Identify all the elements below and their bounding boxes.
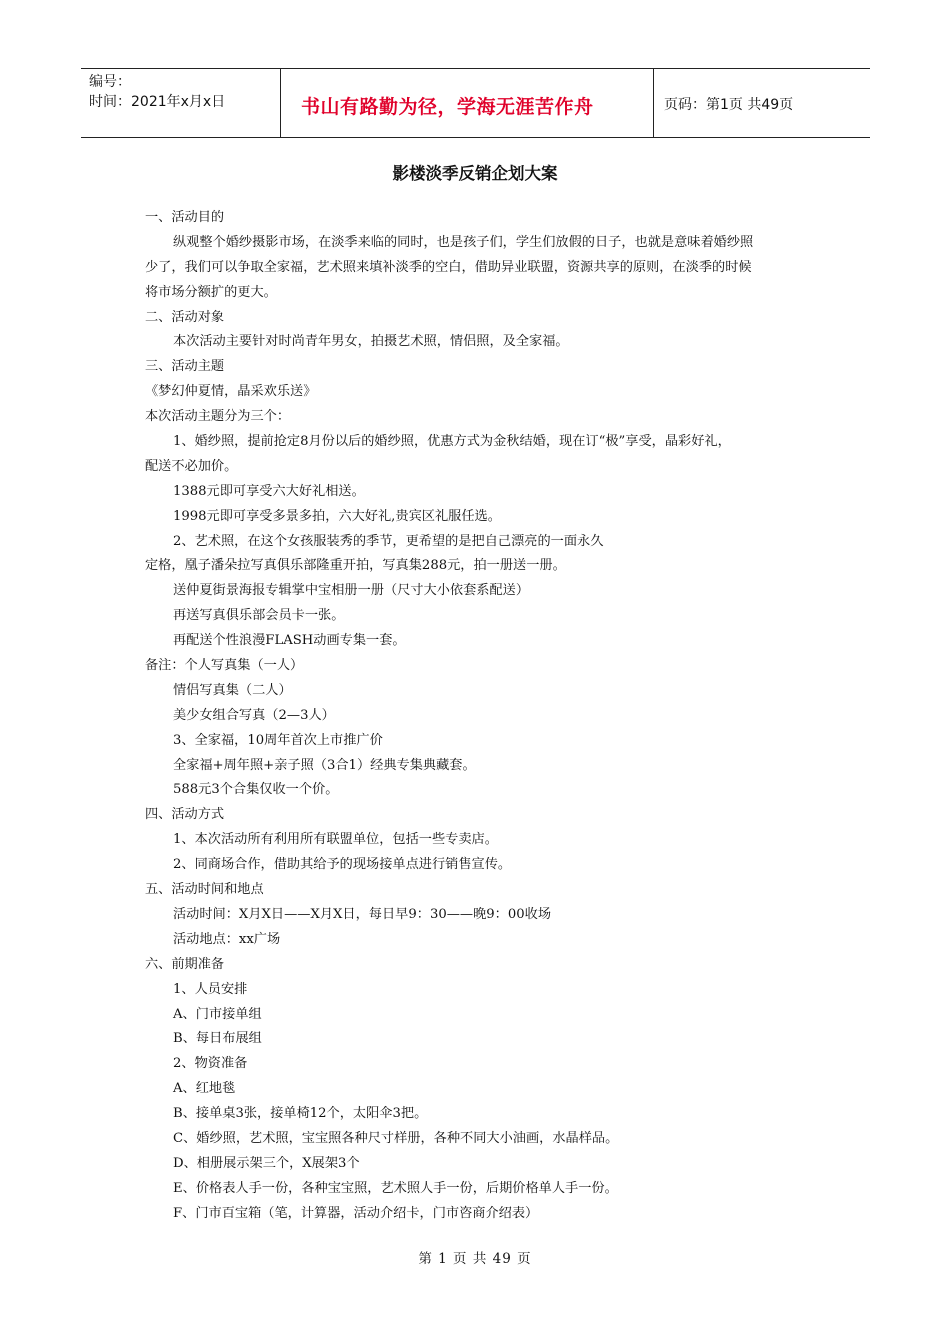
body-line: 2、物资准备	[173, 1056, 248, 1072]
body-line: A、门市接单组	[173, 1006, 262, 1022]
body-line: 二、活动对象	[145, 309, 225, 325]
body-line: 2、同商场合作，借助其给予的现场接单点进行销售宣传。	[173, 857, 512, 873]
body-line: 配送不必加价。	[145, 458, 238, 474]
body-line: 送仲夏街景海报专辑掌中宝相册一册（尺寸大小依套系配送）	[173, 583, 530, 599]
body-line: 1、本次活动所有利用所有联盟单位，包括一些专卖店。	[173, 832, 498, 848]
header-motto-cell	[281, 69, 654, 137]
body-line: 备注：个人写真集（一人）	[145, 658, 304, 674]
document-header	[81, 68, 870, 138]
body-line: 再配送个性浪漫FLASH动画专集一套。	[173, 633, 406, 649]
header-page-info: 页码：第1页 共49页	[664, 97, 794, 113]
body-line: 定格，凰子潘朵拉写真俱乐部隆重开拍，写真集288元，拍一册送一册。	[145, 558, 566, 574]
body-line: C、婚纱照，艺术照，宝宝照各种尺寸样册，各种不同大小油画，水晶样品。	[173, 1130, 619, 1146]
body-line: 本次活动主要针对时尚青年男女，拍摄艺术照，情侣照，及全家福。	[173, 334, 569, 350]
body-line: F、门市百宝箱（笔，计算器，活动介绍卡，门市咨商介绍表）	[173, 1205, 539, 1221]
header-page-cell	[654, 69, 870, 137]
body-line: E、价格表人手一份，各种宝宝照，艺术照人手一份，后期价格单人手一份。	[173, 1180, 618, 1196]
body-line: 美少女组合写真（2—3人）	[173, 707, 335, 723]
body-line: B、接单桌3张，接单椅12个，太阳伞3把。	[173, 1106, 428, 1122]
body-line: 一、活动目的	[145, 210, 225, 225]
body-line: 1998元即可享受多景多拍，六大好礼,贵宾区礼服任选。	[173, 508, 501, 524]
body-line: 1388元即可享受六大好礼相送。	[173, 483, 365, 499]
body-line: 情侣写真集（二人）	[173, 682, 292, 698]
body-line: 再送写真俱乐部会员卡一张。	[173, 608, 345, 624]
body-line: 活动时间：X月X日——X月X日，每日早9：30——晚9：00收场	[173, 906, 552, 922]
body-line: 1、婚纱照，提前抢定8月份以后的婚纱照，优惠方式为金秋结婚，现在订“极”享受，晶彩好礼，	[173, 434, 731, 450]
body-line: 纵观整个婚纱摄影市场，在淡季来临的同时，也是孩子们，学生们放假的日子，也就是意味着婚纱照	[173, 234, 754, 250]
body-line: 2、艺术照，在这个女孩服装秀的季节，更希望的是把自己漂亮的一面永久	[173, 533, 604, 549]
date-label: 时间：2021年x月x日	[89, 94, 226, 110]
body-line: 五、活动时间和地点	[145, 882, 264, 898]
body-line: 将市场分额扩的更大。	[145, 284, 277, 300]
document-body	[145, 206, 815, 1227]
body-line: 三、活动主题	[145, 359, 225, 375]
body-line: 六、前期准备	[145, 956, 225, 972]
header-motto: 书山有路勤为径，学海无涯苦作舟	[301, 95, 594, 118]
body-line: 1、人员安排	[173, 981, 248, 997]
number-label: 编号：	[89, 74, 131, 90]
body-line: 活动地点：xx广场	[173, 931, 281, 947]
body-line: B、每日布展组	[173, 1031, 262, 1047]
document-title: 影楼淡季反销企划大案	[392, 164, 558, 183]
body-line: 四、活动方式	[145, 807, 225, 823]
body-line: 588元3个合集仅收一个价。	[173, 782, 339, 798]
body-line: A、红地毯	[173, 1081, 236, 1097]
body-line: 全家福+周年照+亲子照（3合1）经典专集典藏套。	[173, 757, 476, 773]
body-line: 少了，我们可以争取全家福，艺术照来填补淡季的空白，借助异业联盟，资源共享的原则，在淡季的时候	[145, 259, 752, 275]
page-footer: 第 1 页 共 49 页	[418, 1251, 532, 1267]
body-line: 《梦幻仲夏情，晶采欢乐送》	[145, 384, 317, 400]
body-line: 本次活动主题分为三个：	[145, 409, 291, 425]
header-meta	[81, 69, 281, 137]
body-line: D、相册展示架三个，X展架3个	[173, 1155, 360, 1171]
body-line: 3、全家福，10周年首次上市推广价	[173, 732, 383, 748]
